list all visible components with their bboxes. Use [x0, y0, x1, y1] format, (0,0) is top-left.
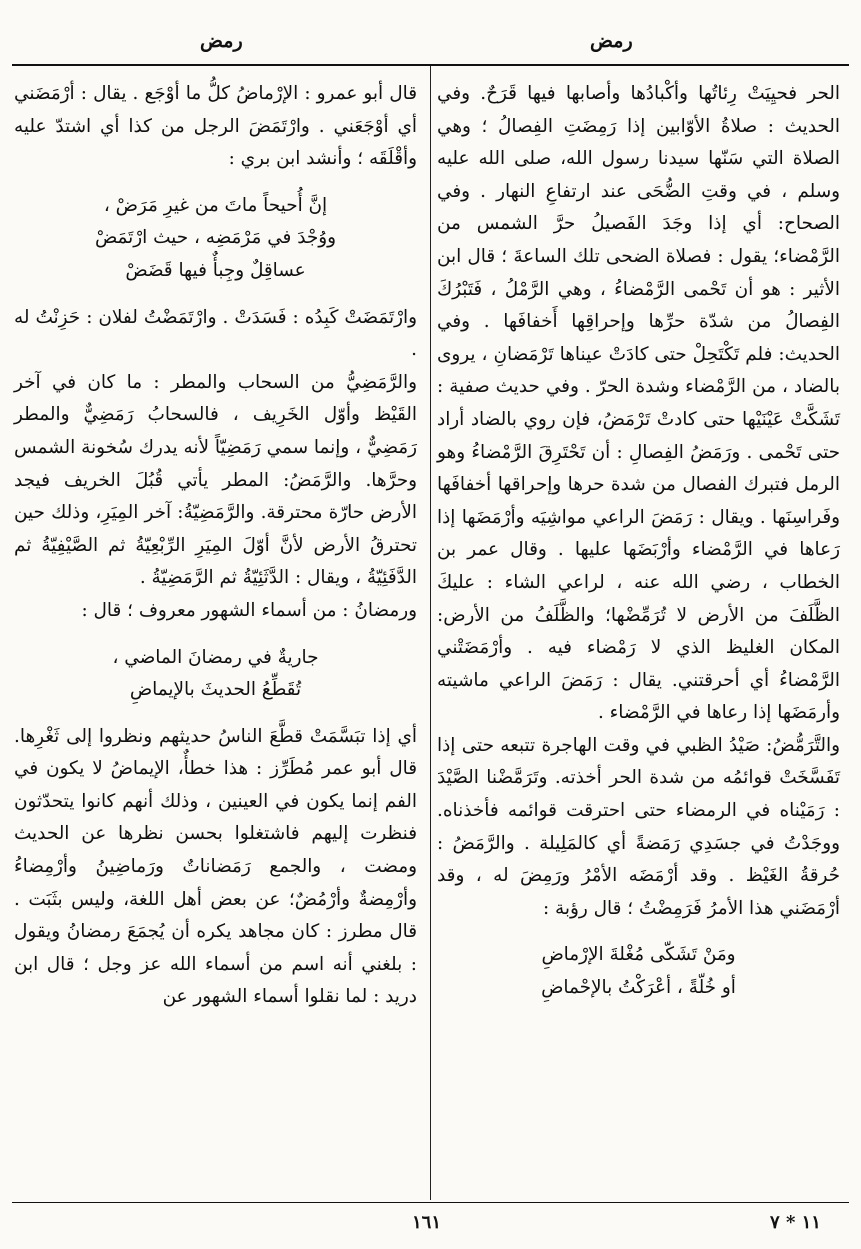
verse-line: ووُجْدَ في مَرْمَضِه ، حيث ارْتَمَضْ [95, 227, 336, 249]
verse-line: ومَنْ تَشَكّى مُغْلةَ الإرْماضِ [541, 944, 736, 966]
verse-line: تُقَطِّعُ الحديثَ بالإيماضِ [129, 679, 302, 701]
printer-signature: ١١ * ٧ [770, 1212, 821, 1233]
entry-paragraph: والرَّمَضِيُّ من السحاب والمطر : ما كان في آخر القَيْظ وأوّل الخَرِيف ، فالسحابُ رَمَضِيٌّ والمطر رَمَضِيٌّ ، وإنما سمي رَمَضِيّاً لأنه يدرك سُخونة الشمس وحرَّها. والرَّمَضُ: المطر يأتي قُبُلَ الخريف فيجد الأرض حارّة محترقة. والرَّمَضِيّةُ: آخر المِيَرِ، وذلك حين تحترقُ الأرض لأنَّ أوّلَ المِيَرِ الرِّبْعِيّةُ ثم الصَّيْفِيّةُ ثم الدَّفَئِيّةُ ، ويقال : الدَّثَئِيّةُ ثم الرَّمَضِيّةُ . [14, 371, 417, 589]
entry-paragraph: ورمضانُ : من أسماء الشهور معروف ؛ قال : [81, 599, 417, 621]
verse-gap [14, 707, 417, 721]
verse-gap [437, 925, 840, 939]
header-keyword-right: رمض [590, 30, 633, 52]
page-number: ١٦١ [412, 1212, 442, 1233]
verse-gap [14, 176, 417, 190]
entry-paragraph: وارْتَمَضَتْ كَبِدُه : فَسَدَتْ . وارْتَمَضْتُ لفلان : حَزِنْتُ له . [14, 306, 417, 361]
entry-paragraph: أي إذا تبَسَّمَتْ قطَّعَ الناسُ حديثهم ونظروا إلى ثَغْرِها. قال أبو عمر مُطَرِّز : هذا خطأٌ، الإيماضُ لا يكون في الفم إنما يكون في العينين ، وذلك أنهم كانوا يتحدّثون فنظرت إليهم فاشتغلوا بحسن نظرها عن الحديث ومضت ، والجمع رَمَضاناتٌ ورَماضِينُ وأرْمِضاءُ وأرْمِضةٌ وأرْمُضٌ؛ عن بعض أهل اللغة، وليس بثَبَت . قال مطرز : كان مجاهد يكره أن يُجمَعَ رمضانُ ويقول : بلغني أنه اسم من أسماء الله عز وجل ؛ قال ابن دريد : لما نقلوا أسماء الشهور عن [14, 725, 417, 1008]
column-divider [430, 66, 431, 1200]
verse-gap [14, 288, 417, 302]
header-keyword-left: رمض [200, 30, 243, 52]
footer-rule [12, 1202, 849, 1203]
entry-paragraph: والتَّرَمُّضُ: صَيْدُ الظبي في وقت الهاجرة تتبعه حتى إذا تَفَسَّخَتْ قوائمُه من شدة الحر أخذته. وتَرَمَّضْنا الصَّيْدَ : رَمَيْناه في الرمضاء حتى احترقت قوائمه فأخذناه. ووجَدْتُ في جسَدِي رَمَضةً أي كالمَلِيلة . والرَّمَضُ : حُرقةُ الغَيْظ . وقد أرْمَضَه الأمْرُ ورَمِضَ له ، وقد أرْمَضَني هذا الأمرُ فَرَمِضْتُ ؛ قال رؤبة : [437, 734, 840, 919]
left-column [14, 78, 417, 1014]
verse-gap [14, 628, 417, 642]
entry-paragraph: الحر فحيِيَتْ رِئاتُها وأكْبادُها وأصابها فيها قَرَحٌ. وفي الحديث : صلاةُ الأوّابين إذا رَمِضَتِ الفِصالُ ؛ وهي الصلاة التي سَنّها سيدنا رسول الله، صلى الله عليه وسلم ، في وقتِ الضُّحَى عند ارتفاعِ النهار . وفي الصحاح: أي إذا وجَدَ الفَصيلُ حرَّ الشمس من الرَّمْضاء؛ يقول : فصلاة الضحى تلك الساعةَ ؛ قال ابن الأثير : هو أن تَحْمى الرَّمْضاءُ ، وهي الرَّمْلُ ، فَتَبْرُكَ الفِصالُ من شدّة حرِّها وإحراقِها أَخفافَها . وفي الحديث: فلم تَكْتَحِلْ حتى كادَتْ عيناها تَرْمَضانِ ، يروى بالضاد ، من الرَّمْضاء وشدة الحرّ . وفي حديث صفية : تَشَكَّتْ عَيْنَيْها حتى كادتْ تَرْمَضُ، فإن روي بالضاد أراد حتى تَحْمى . ورَمَضُ الفِصالِ : أن تَحْتَرِقَ الرَّمْضاءُ وهو الرمل فتبرك الفصال من شدة حرها وإحراقها أخفافَها وفَراسِنَها . ويقال : رَمَضَ الراعي مواشِيَه وأرْمَضَها إذا رَعاها في الرَّمْضاء وأرْبَضَها عليها . وقال عمر بن الخطاب ، رضي الله عنه ، لراعي الشاء : عليكَ الظَّلَفَ من الأرض لا تُرَمِّضْها؛ والظَّلَفُ من الأرض: المكان الغليظ الذي لا رَمْضاء فيه . وأرْمَضَتْني الرَّمْضاءُ أي أحرقتني. يقال : رَمَضَ الراعي ماشيته وأرمَضَها إذا رعاها في الرَّمْضاء . [437, 83, 840, 724]
right-column [437, 78, 840, 1005]
verse-line: إنَّ أُحيحاً ماتَ من غيرِ مَرَضْ ، [103, 194, 328, 216]
verse-line: أو خُلّةً ، أعْرَكْتُ بالإحْماضِ [541, 977, 736, 999]
verse-line: عساقِلٌ وجِبأٌ فيها قَضَضْ [125, 259, 306, 281]
verse-line: جاريةٌ في رمضانَ الماضي ، [112, 646, 319, 668]
entry-paragraph: قال أبو عمرو : الإرْماضُ كلُّ ما أوْجَع . يقال : أرْمَضَني أي أوْجَعَني . وارْتَمَضَ الرجل من كذا أي اشتدّ عليه وأقْلَقَه ؛ وأنشد ابن بري : [14, 83, 417, 170]
